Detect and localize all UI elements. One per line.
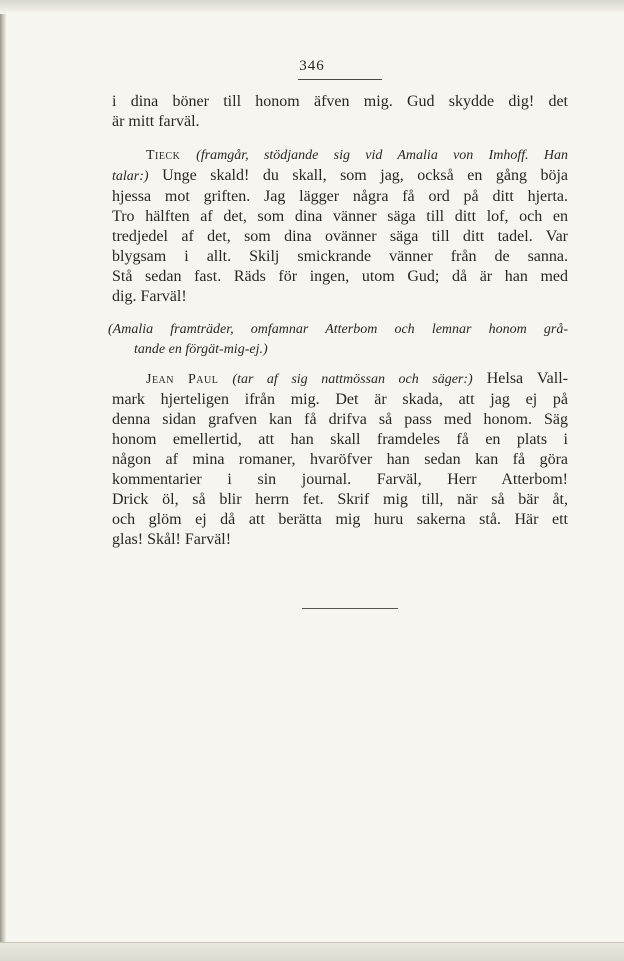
speech-text: Helsa Vall- bbox=[472, 370, 568, 387]
speech-tieck bbox=[112, 145, 568, 307]
text-line: hjessa mot griften. Jag lägger några få ord på ditt hjerta. bbox=[112, 188, 568, 205]
text-line: dig. Farväl! bbox=[112, 288, 187, 305]
page-bottom-edge bbox=[0, 942, 624, 961]
section-end-rule bbox=[302, 608, 398, 609]
speech-first-line bbox=[112, 145, 568, 166]
text-line: tredjedel af det, som dina ovänner säga till ditt tadel. Var bbox=[112, 228, 568, 245]
stage-direction-inline: (tar af sig nattmössan och säger:) bbox=[232, 372, 473, 387]
text-line: någon af mina romaner, hvaröfver han sedan kan få göra bbox=[112, 451, 568, 468]
text-line: honom emellertid, att han skall framdeles få en plats i bbox=[112, 431, 568, 448]
text-line: kommentarier i sin journal. Farväl, Herr Atterbom! bbox=[112, 471, 568, 488]
paragraph-opening bbox=[112, 92, 568, 132]
speech-second-line bbox=[112, 166, 568, 187]
page-number: 346 bbox=[299, 58, 325, 74]
text-line: Stå sedan fast. Räds för ingen, utom Gud; då är han med bbox=[112, 268, 568, 285]
speaker-name: Jean Paul bbox=[146, 372, 219, 387]
speech-text: Unge skald! du skall, som jag, också en gång böja bbox=[148, 167, 568, 184]
page-left-edge bbox=[0, 0, 6, 960]
stage-direction-inline: (framgår, stödjande sig vid Amalia von Imhoff. Han bbox=[196, 148, 568, 163]
text-line: blygsam i allt. Skilj smickrande vänner från de sanna. bbox=[112, 248, 568, 265]
stage-line: (Amalia framträder, omfamnar Atterbom och lemnar honom grå- bbox=[108, 322, 568, 337]
text-line: Tro hälften af det, som dina vänner säga till ditt lof, och en bbox=[112, 208, 568, 225]
text-line: glas! Skål! Farväl! bbox=[112, 531, 232, 548]
text-line: i dina böner till honom äfven mig. Gud skydde dig! det bbox=[112, 93, 568, 110]
page-top-edge bbox=[0, 0, 624, 14]
speaker-name: Tieck bbox=[146, 148, 181, 163]
speech-first-line bbox=[112, 369, 568, 390]
text-line: mark hjerteligen ifrån mig. Det är skada, att jag ej på bbox=[112, 391, 568, 408]
stage-direction-block bbox=[108, 320, 568, 360]
speech-jean-paul bbox=[112, 369, 568, 550]
text-line: och glöm ej då att berätta mig huru sakerna stå. Här ett bbox=[112, 511, 568, 528]
text-line: denna sidan grafven kan få drifva så pass med honom. Säg bbox=[112, 411, 568, 428]
stage-line: tande en förgät-mig-ej.) bbox=[134, 342, 268, 357]
stage-direction-inline: talar:) bbox=[112, 169, 149, 184]
text-line: Drick öl, så blir herrn fet. Skrif mig till, när så bär åt, bbox=[112, 491, 568, 508]
text-line: är mitt farväl. bbox=[112, 113, 200, 130]
page-number-rule bbox=[298, 79, 382, 80]
